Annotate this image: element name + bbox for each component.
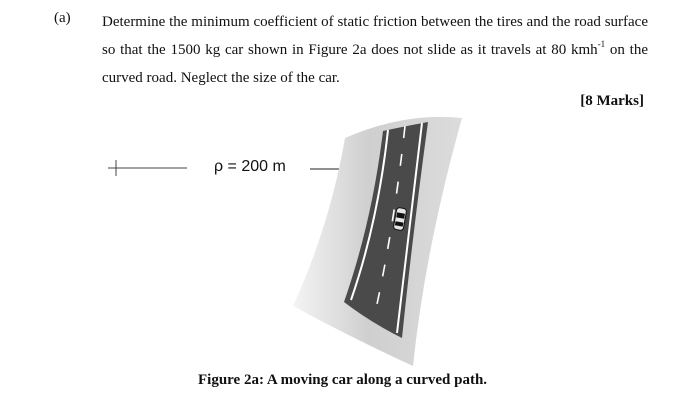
question-label: (a) xyxy=(54,10,71,26)
center-of-curvature-marker xyxy=(108,160,124,176)
marks-label: [8 Marks] xyxy=(580,93,644,109)
unit-superscript: -1 xyxy=(597,39,606,49)
question-text-main: Determine the minimum coefficient of static friction between the tires and the road surface so that the 1500 kg car shown in Figure 2a does not slide as it travels at 80 kmh xyxy=(102,14,648,58)
radius-label: ρ = 200 m xyxy=(214,158,286,175)
figure-caption: Figure 2a: A moving car along a curved path. xyxy=(198,372,488,388)
question-text-end: on the curved road. Neglect the size of the car. xyxy=(102,42,649,86)
